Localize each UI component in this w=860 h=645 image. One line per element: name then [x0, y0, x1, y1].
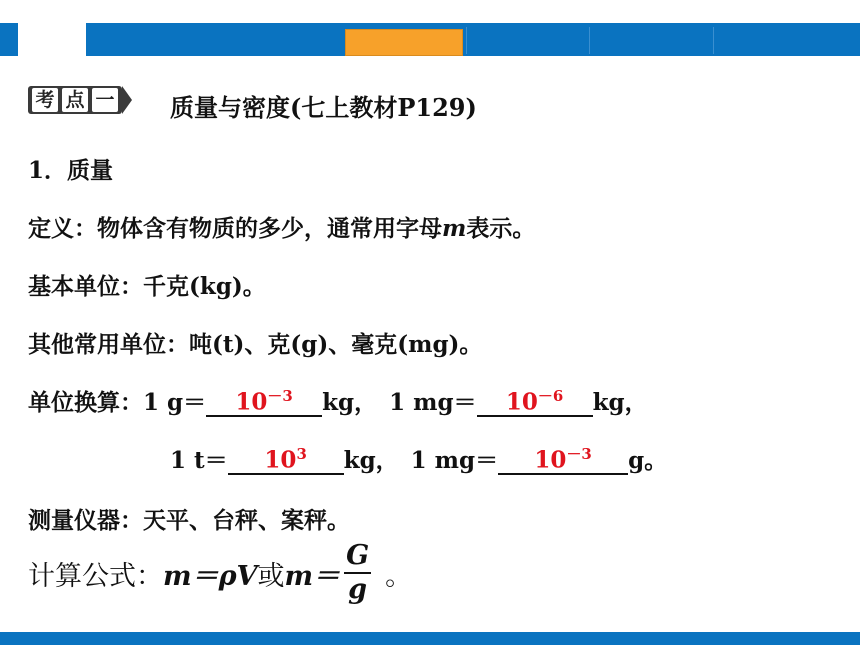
badge-char: 点 — [62, 88, 88, 112]
header-divider — [589, 27, 590, 54]
badge-arrow — [122, 86, 132, 114]
header-bar — [86, 23, 860, 56]
other-units: 其他常用单位：吨(t)、克(g)、毫克(mg)。 — [28, 331, 483, 358]
section-title: 质量与密度(七上教材P129) — [170, 93, 477, 122]
answer-blank: $10^{-3}$ — [498, 446, 628, 475]
header-highlight-tab — [345, 29, 463, 56]
badge-char: 考 — [32, 88, 58, 112]
section-badge — [28, 86, 132, 114]
footer-bar — [0, 632, 860, 645]
instruments: 测量仪器：天平、台秤、案秤。 — [28, 507, 350, 534]
answer-blank: $10^3$ — [228, 446, 344, 475]
answer-blank: $10^{-3}$ — [206, 388, 322, 417]
conversion-row-2: 1 $t= 10^3$ kg， 1 $mg= 10^{-3}$ g。 — [170, 445, 668, 474]
answer-blank: $10^{-6}$ — [477, 388, 593, 417]
conversion-row-1: 单位换算：1 $g= 10^{-3}$ kg， 1 $mg= 10^{-6}$ kg， — [28, 387, 648, 416]
definition: 定义：物体含有物质的多少，通常用字母m表示。 — [28, 215, 536, 242]
formula: 计算公式： m＝ρV 或 m＝ $\frac{G}{g}$ 。 — [28, 540, 413, 605]
base-unit: 基本单位：千克(kg)。 — [28, 273, 266, 300]
fraction: $\frac{G}{g}$ — [346, 540, 370, 605]
badge-char: 一 — [92, 88, 118, 112]
heading: 1．质量 — [28, 157, 114, 184]
header-divider — [466, 27, 467, 54]
header-bar-left — [0, 23, 18, 56]
header-divider — [713, 27, 714, 54]
